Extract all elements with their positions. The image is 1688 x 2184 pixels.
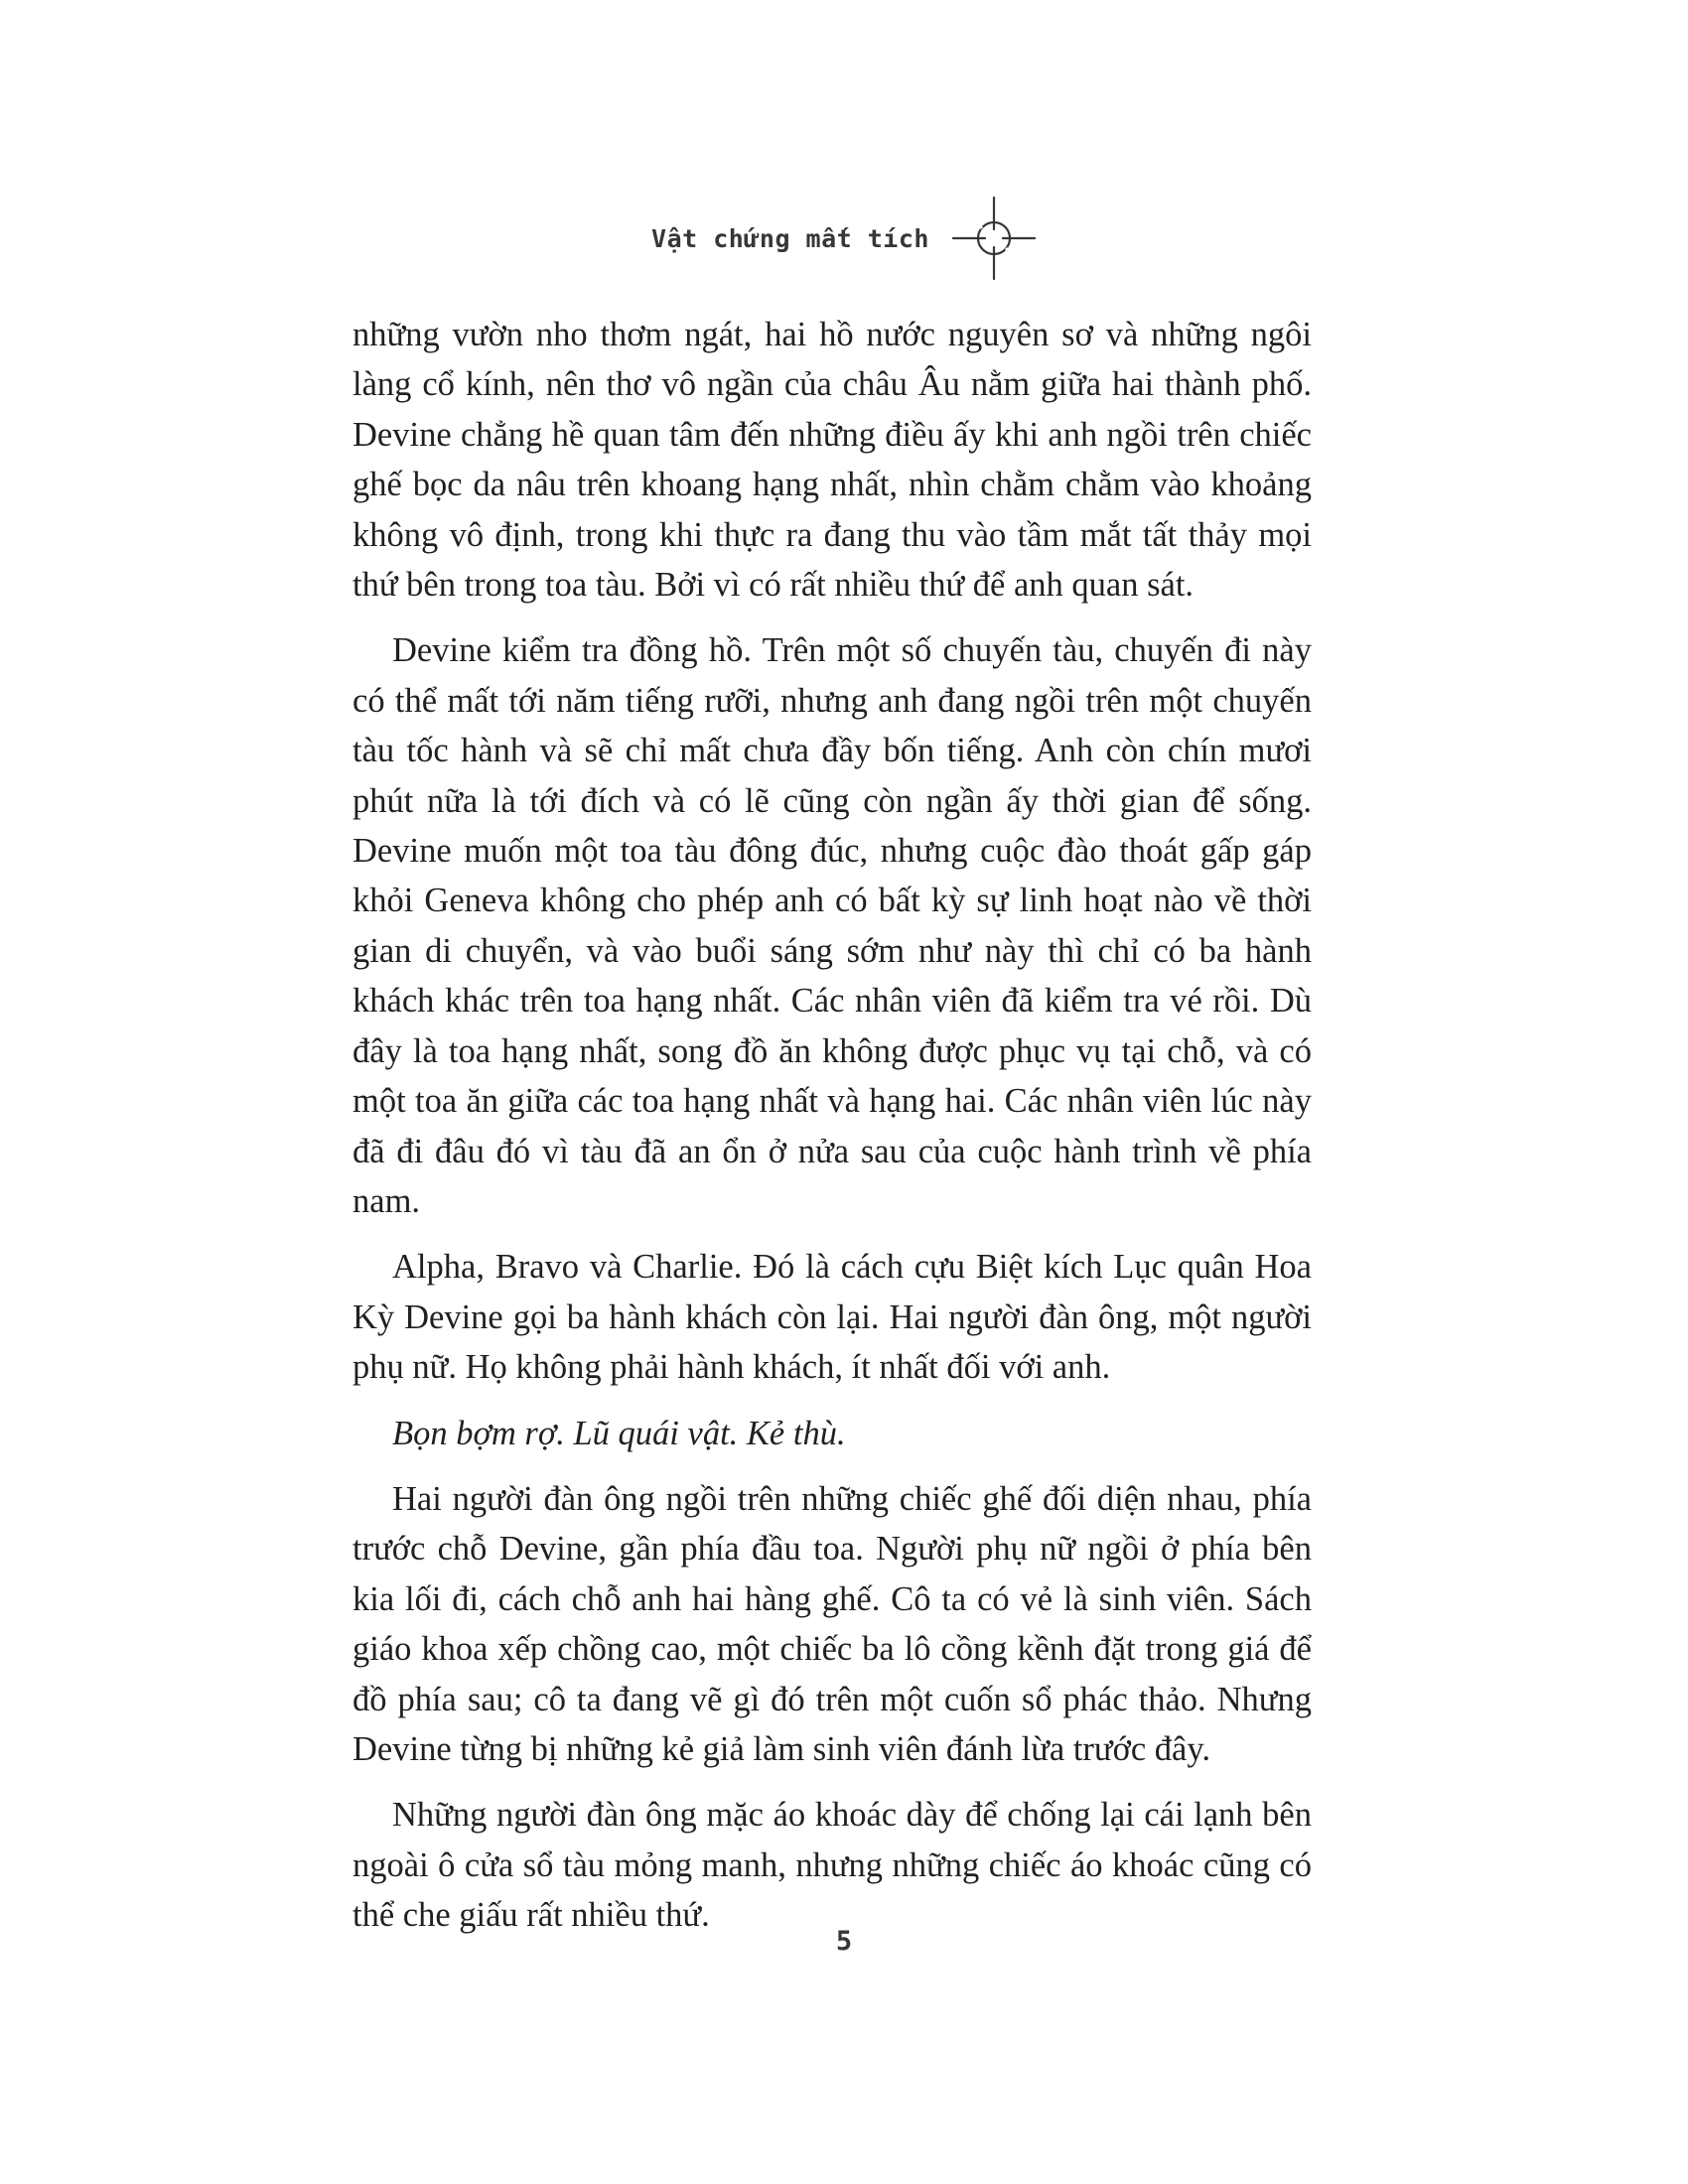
running-header	[0, 194, 1688, 283]
paragraph: những vườn nho thơm ngát, hai hồ nước nguyên sơ và những ngôi làng cổ kính, nên thơ vô ngần của châu Âu nằm giữa hai thành phố. Devine chẳng hề quan tâm đến những điều ấy khi anh ngồi trên chiếc ghế bọc da nâu trên khoang hạng nhất, nhìn chằm chằm vào khoảng không vô định, trong khi thực ra đang thu vào tầm mắt tất thảy mọi thứ bên trong toa tàu. Bởi vì có rất nhiều thứ để anh quan sát.	[352, 316, 1312, 605]
page-number: 5	[835, 1926, 853, 1957]
italic-paragraph: Bọn bợm rợ. Lũ quái vật. Kẻ thù.	[392, 1414, 846, 1452]
book-title: Vật chứng mất tích	[651, 223, 929, 253]
crosshair-icon	[951, 196, 1037, 281]
paragraph: Devine kiểm tra đồng hồ. Trên một số chuyến tàu, chuyến đi này có thể mất tới năm tiếng rưỡi, nhưng anh đang ngồi trên một chuyến tàu tốc hành và sẽ chỉ mất chưa đầy bốn tiếng. Anh còn chín mươi phút nữa là tới đích và có lẽ cũng còn ngần ấy thời gian để sống. Devine muốn một toa tàu đông đúc, nhưng cuộc đào thoát gấp gáp khỏi Geneva không cho phép anh có bất kỳ sự linh hoạt nào về thời gian di chuyển, và vào buổi sáng sớm như này thì chỉ có ba hành khách khác trên toa hạng nhất. Các nhân viên đã kiểm tra vé rồi. Dù đây là toa hạng nhất, song đồ ăn không được phục vụ tại chỗ, và có một toa ăn giữa các toa hạng nhất và hạng hai. Các nhân viên lúc này đã đi đâu đó vì tàu đã an ổn ở nửa sau của cuộc hành trình về phía nam.	[352, 631, 1312, 1220]
paragraph: Alpha, Bravo và Charlie. Đó là cách cựu Biệt kích Lục quân Hoa Kỳ Devine gọi ba hành khách còn lại. Hai người đàn ông, một người phụ nữ. Họ không phải hành khách, ít nhất đối với anh.	[352, 1248, 1312, 1387]
body-text	[352, 310, 1312, 1957]
paragraph: Những người đàn ông mặc áo khoác dày để chống lại cái lạnh bên ngoài ô cửa sổ tàu mỏng manh, nhưng những chiếc áo khoác cũng có thể che giấu rất nhiều thứ.	[352, 1796, 1312, 1935]
paragraph: Hai người đàn ông ngồi trên những chiếc ghế đối diện nhau, phía trước chỗ Devine, gần phía đầu toa. Người phụ nữ ngồi ở phía bên kia lối đi, cách chỗ anh hai hàng ghế. Cô ta có vẻ là sinh viên. Sách giáo khoa xếp chồng cao, một chiếc ba lô cồng kềnh đặt trong giá để đồ phía sau; cô ta đang vẽ gì đó trên một cuốn sổ phác thảo. Nhưng Devine từng bị những kẻ giả làm sinh viên đánh lừa trước đây.	[352, 1479, 1312, 1768]
